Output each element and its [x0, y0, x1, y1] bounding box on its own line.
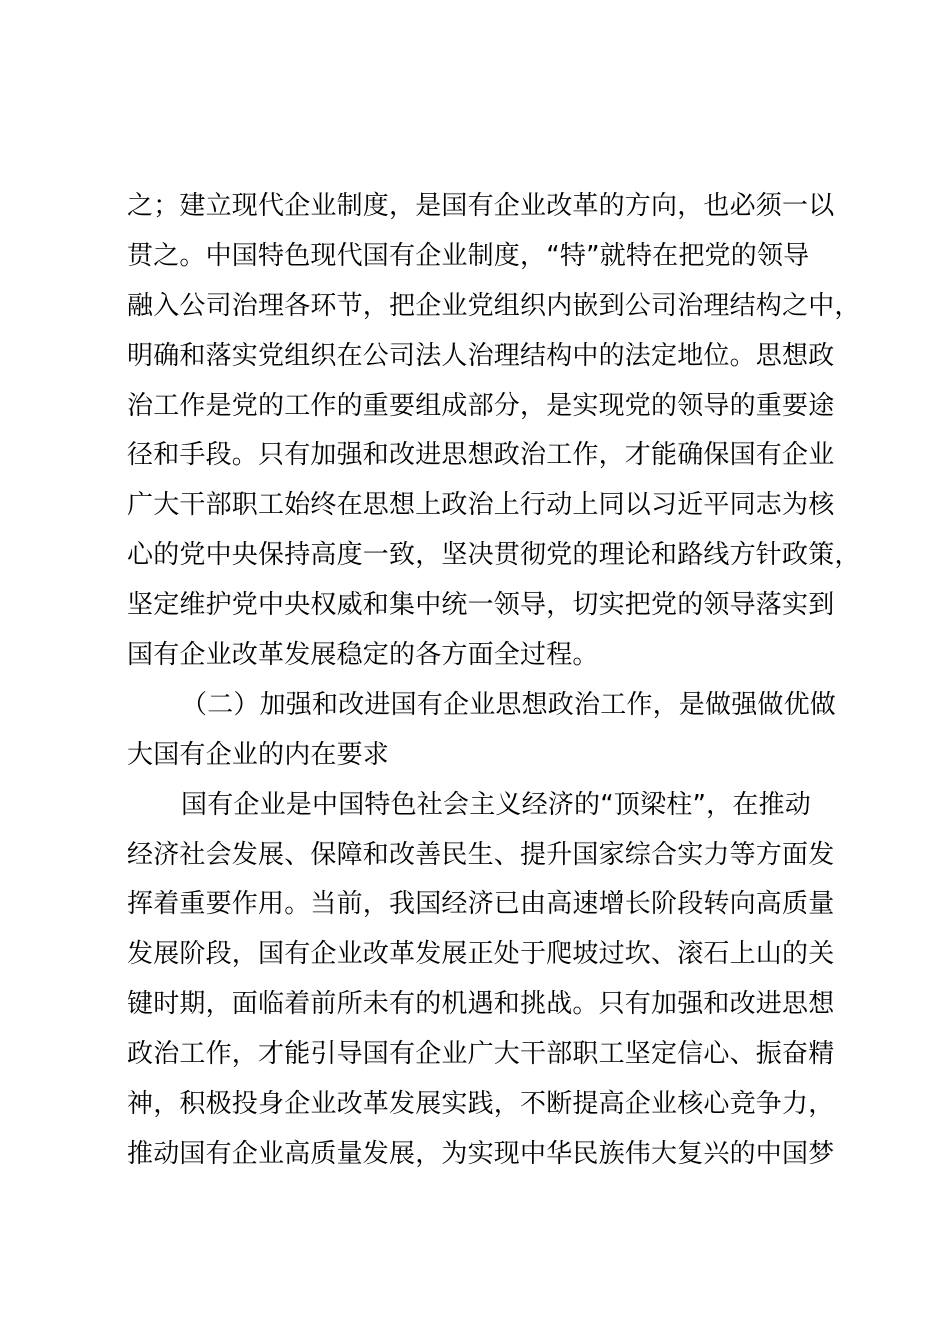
- body-text: [127, 182, 861, 1180]
- text-line: 坚定维护党中央权威和集中统一领导，切实把党的领导落实到: [127, 590, 835, 621]
- text-line: 推动国有企业高质量发展，为实现中华民族伟大复兴的中国梦: [127, 1138, 835, 1169]
- text-line: 发展阶段，国有企业改革发展正处于爬坡过坎、滚石上山的关: [127, 939, 835, 970]
- text-line: 之；建立现代企业制度，是国有企业改革的方向，也必须一以: [127, 191, 835, 221]
- section-heading-line: 大国有企业的内在要求: [127, 739, 390, 770]
- text-line: 心的党中央保持高度一致，坚决贯彻党的理论和路线方针政策，: [127, 540, 861, 571]
- text-line: 神，积极投身企业改革发展实践，不断提高企业核心竞争力，: [127, 1089, 835, 1120]
- text-line: 明确和落实党组织在公司法人治理结构中的法定地位。思想政: [127, 340, 835, 371]
- text-line: 经济社会发展、保障和改善民生、提升国家综合实力等方面发: [127, 839, 835, 870]
- text-line: 治工作是党的工作的重要组成部分，是实现党的领导的重要途: [127, 390, 835, 421]
- text-line: 键时期，面临着前所未有的机遇和挑战。只有加强和改进思想: [127, 989, 835, 1020]
- text-line: 政治工作，才能引导国有企业广大干部职工坚定信心、振奋精: [127, 1039, 835, 1070]
- text-line: 贯之。中国特色现代国有企业制度，“特”就特在把党的领导: [127, 240, 810, 271]
- text-line: 挥着重要作用。当前，我国经济已由高速增长阶段转向高质量: [127, 889, 835, 920]
- text-line: 融入公司治理各环节，把企业党组织内嵌到公司治理结构之中，: [127, 290, 861, 321]
- text-line: 广大干部职工始终在思想上政治上行动上同以习近平同志为核: [127, 490, 835, 521]
- text-line: 国有企业是中国特色社会主义经济的“顶梁柱”，在推动: [181, 789, 811, 820]
- text-line: 径和手段。只有加强和改进思想政治工作，才能确保国有企业: [127, 440, 835, 471]
- section-heading-line: （二）加强和改进国有企业思想政治工作，是做强做优做: [181, 689, 837, 720]
- text-line: 国有企业改革发展稳定的各方面全过程。: [127, 640, 599, 671]
